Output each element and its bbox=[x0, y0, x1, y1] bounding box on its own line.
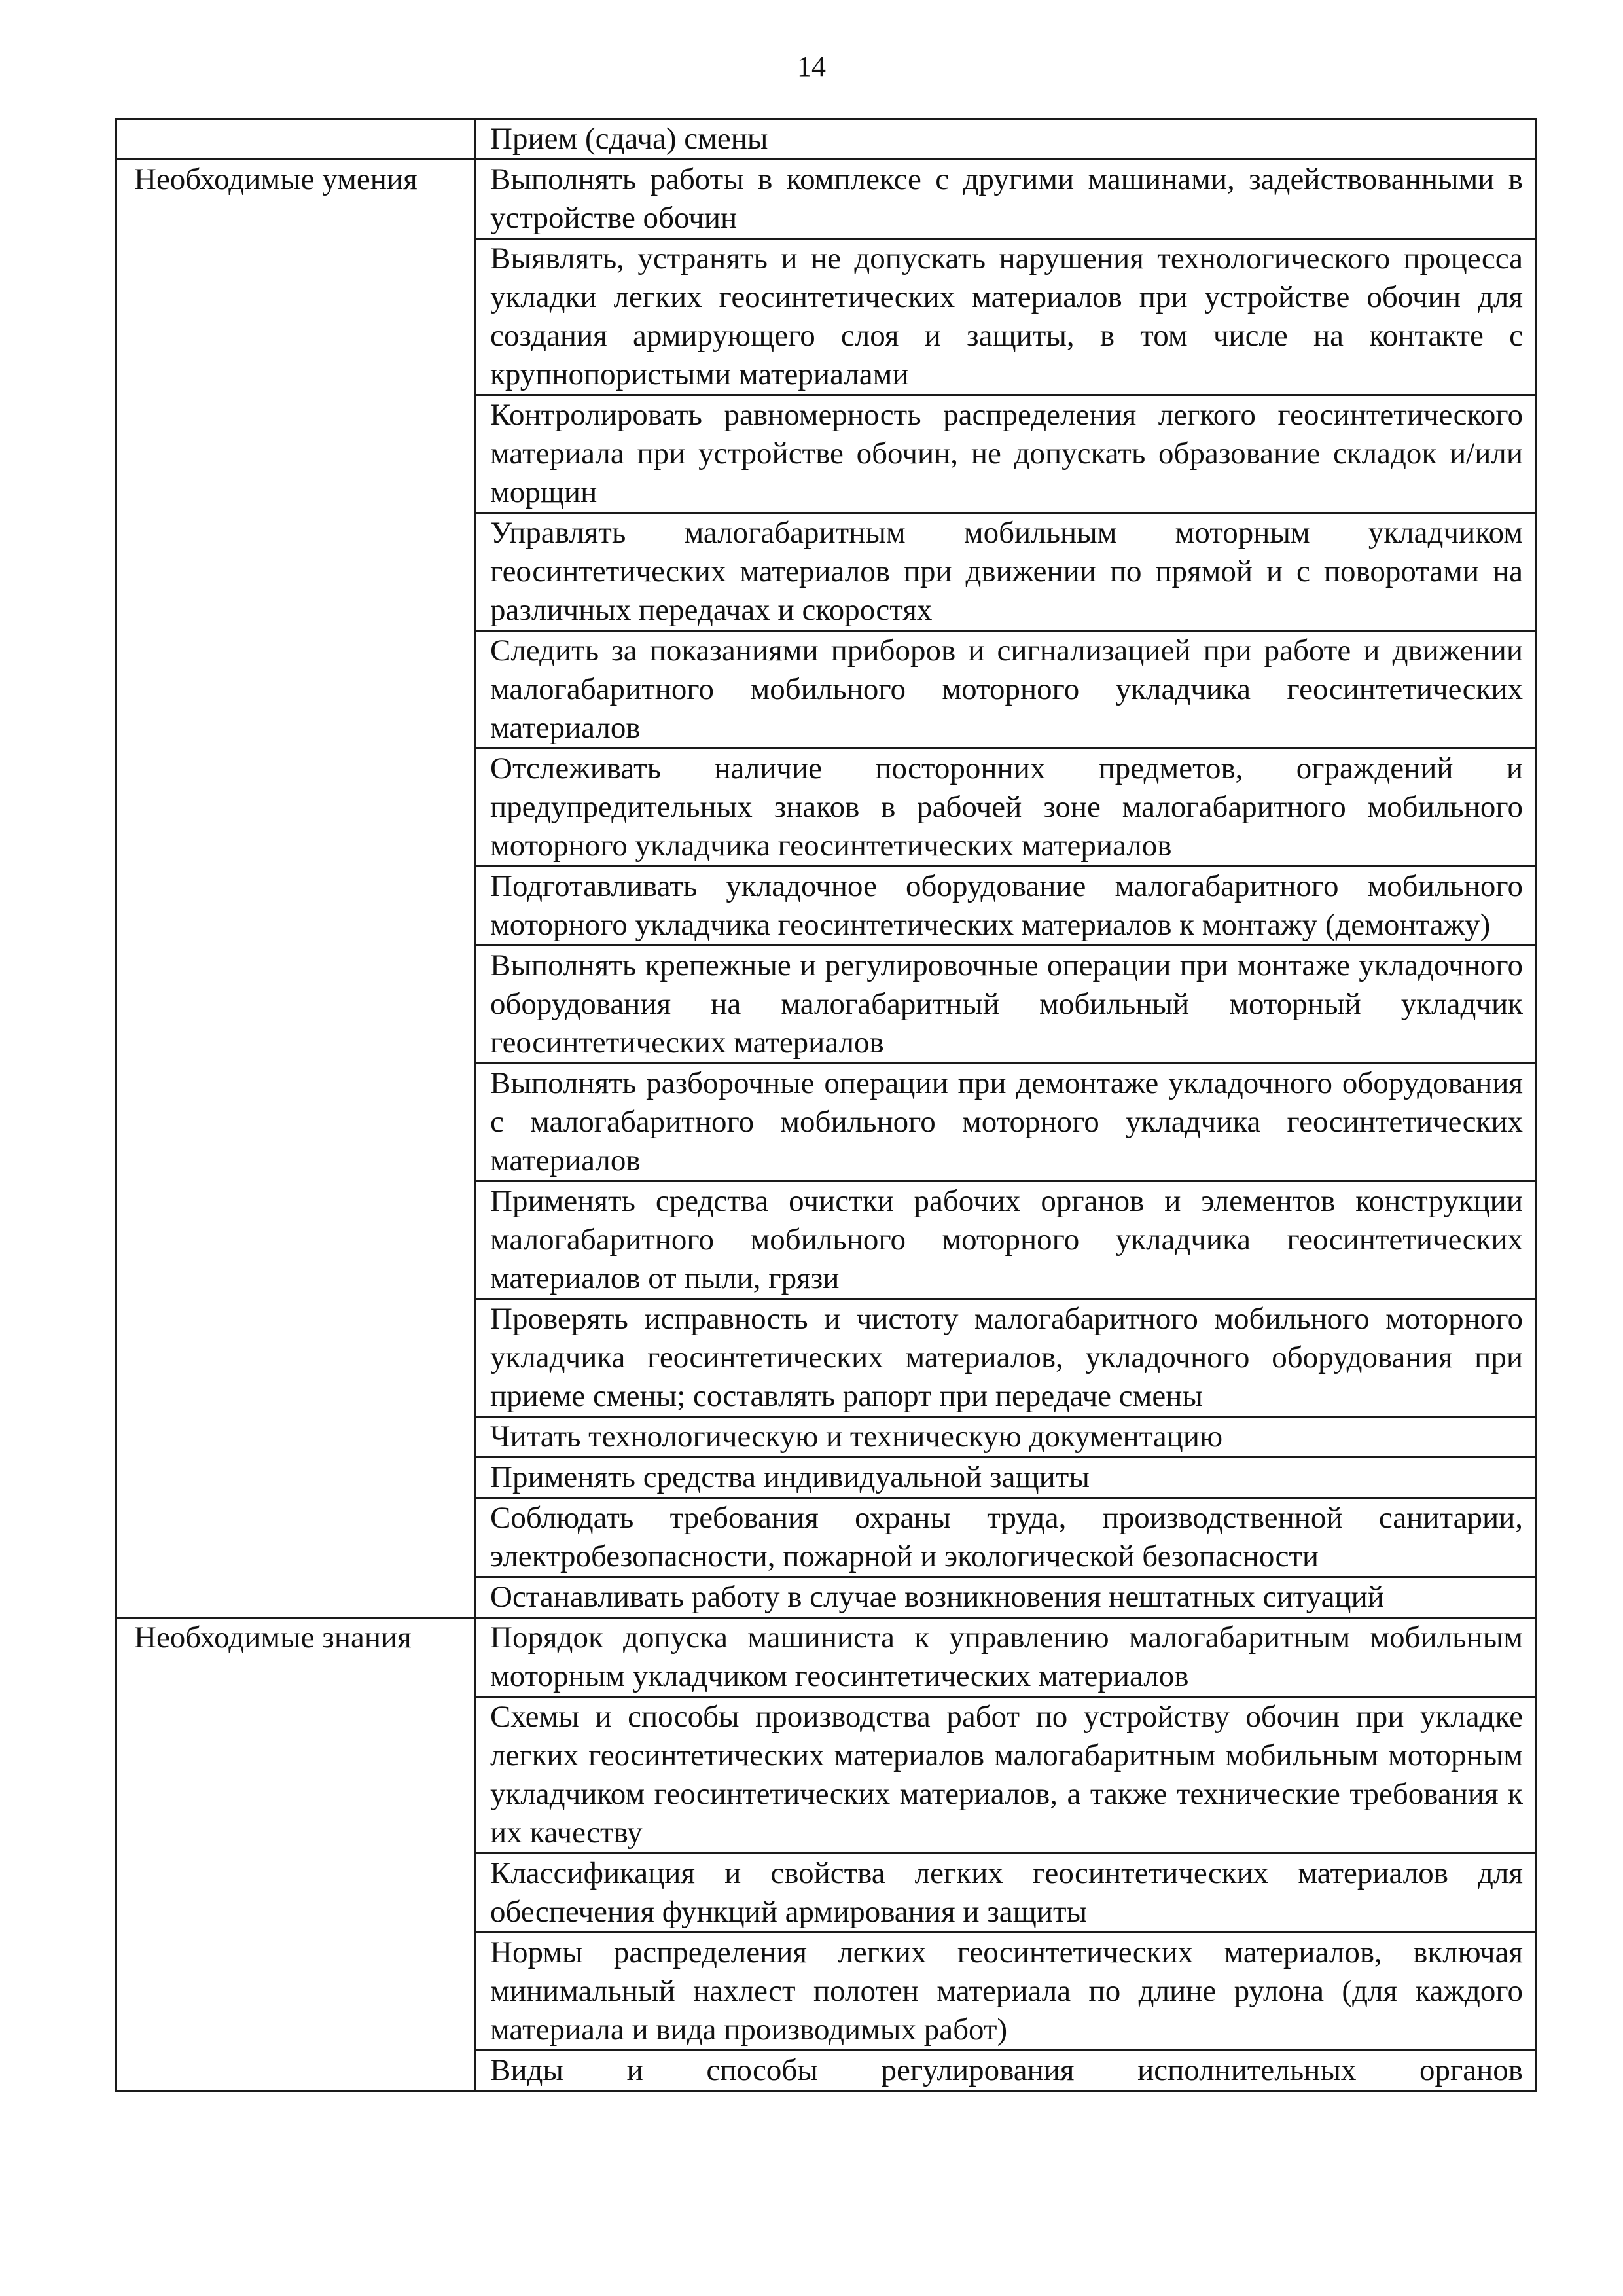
table-row bbox=[116, 1618, 1536, 1697]
table-row bbox=[116, 239, 1536, 395]
row-label bbox=[116, 1417, 475, 1458]
row-text: Прием (сдача) смены bbox=[475, 119, 1536, 160]
table-row bbox=[116, 119, 1536, 160]
row-text: Управлять малогабаритным мобильным моторным укладчиком геосинтетических материалов при движении по прямой и с поворотами на различных передачах и скоростях bbox=[475, 513, 1536, 631]
row-text: Выполнять разборочные операции при демонтаже укладочного оборудования с малогабаритного мобильного моторного укладчика геосинтетических материалов bbox=[475, 1064, 1536, 1181]
table-row bbox=[116, 1181, 1536, 1299]
row-label bbox=[116, 1577, 475, 1618]
table-row bbox=[116, 631, 1536, 749]
row-label bbox=[116, 513, 475, 631]
row-label bbox=[116, 1498, 475, 1577]
row-text: Применять средства очистки рабочих органов и элементов конструкции малогабаритного мобильного моторного укладчика геосинтетических материалов от пыли, грязи bbox=[475, 1181, 1536, 1299]
row-text: Выявлять, устранять и не допускать нарушения технологического процесса укладки легких геосинтетических материалов при устройстве обочин для создания армирующего слоя и защиты, в том числе на контакте с крупнопористыми материалами bbox=[475, 239, 1536, 395]
row-label bbox=[116, 867, 475, 946]
row-text: Выполнять крепежные и регулировочные операции при монтаже укладочного оборудования на малогабаритный мобильный моторный укладчик геосинтетических материалов bbox=[475, 946, 1536, 1064]
row-text: Классификация и свойства легких геосинтетических материалов для обеспечения функций армирования и защиты bbox=[475, 1854, 1536, 1933]
table-row bbox=[116, 749, 1536, 867]
row-text: Проверять исправность и чистоту малогабаритного мобильного моторного укладчика геосинтетических материалов, укладочного оборудования при приеме смены; составлять рапорт при передаче смены bbox=[475, 1299, 1536, 1417]
row-text: Схемы и способы производства работ по устройству обочин при укладке легких геосинтетических материалов малогабаритным мобильным моторным укладчиком геосинтетических материалов, а также технические требования к их качеству bbox=[475, 1697, 1536, 1854]
row-text: Порядок допуска машиниста к управлению малогабаритным мобильным моторным укладчиком геосинтетических материалов bbox=[475, 1618, 1536, 1697]
section-label-knowledge: Необходимые знания bbox=[116, 1618, 475, 1697]
row-text: Применять средства индивидуальной защиты bbox=[475, 1458, 1536, 1498]
page-number: 14 bbox=[797, 50, 826, 82]
table-row bbox=[116, 1064, 1536, 1181]
row-label bbox=[116, 946, 475, 1064]
table-row bbox=[116, 946, 1536, 1064]
table-row bbox=[116, 1458, 1536, 1498]
table-row bbox=[116, 2051, 1536, 2091]
section-label-skills: Необходимые умения bbox=[116, 160, 475, 239]
table-row bbox=[116, 513, 1536, 631]
table-row bbox=[116, 1697, 1536, 1854]
row-text: Соблюдать требования охраны труда, производственной санитарии, электробезопасности, пожарной и экологической безопасности bbox=[475, 1498, 1536, 1577]
table-row bbox=[116, 395, 1536, 513]
table-row bbox=[116, 1299, 1536, 1417]
row-text: Отслеживать наличие посторонних предметов, ограждений и предупредительных знаков в рабочей зоне малогабаритного мобильного моторного укладчика геосинтетических материалов bbox=[475, 749, 1536, 867]
table-row bbox=[116, 1498, 1536, 1577]
table-row bbox=[116, 1933, 1536, 2051]
row-text: Подготавливать укладочное оборудование малогабаритного мобильного моторного укладчика геосинтетических материалов к монтажу (демонтажу) bbox=[475, 867, 1536, 946]
row-label bbox=[116, 1458, 475, 1498]
table-row bbox=[116, 1417, 1536, 1458]
table-row bbox=[116, 160, 1536, 239]
table-row bbox=[116, 1577, 1536, 1618]
competency-table bbox=[115, 118, 1537, 2092]
row-text: Нормы распределения легких геосинтетических материалов, включая минимальный нахлест полотен материала по длине рулона (для каждого материала и вида производимых работ) bbox=[475, 1933, 1536, 2051]
row-text: Виды и способы регулирования исполнительных органов bbox=[475, 2051, 1536, 2091]
table-row bbox=[116, 1854, 1536, 1933]
row-text: Читать технологическую и техническую документацию bbox=[475, 1417, 1536, 1458]
row-label bbox=[116, 2051, 475, 2091]
row-label bbox=[116, 1697, 475, 1854]
row-text: Останавливать работу в случае возникновения нештатных ситуаций bbox=[475, 1577, 1536, 1618]
row-label bbox=[116, 1933, 475, 2051]
row-label bbox=[116, 631, 475, 749]
row-label bbox=[116, 1181, 475, 1299]
row-label bbox=[116, 1299, 475, 1417]
row-text: Следить за показаниями приборов и сигнализацией при работе и движении малогабаритного мобильного моторного укладчика геосинтетических материалов bbox=[475, 631, 1536, 749]
row-label bbox=[116, 1064, 475, 1181]
row-label bbox=[116, 1854, 475, 1933]
row-text: Выполнять работы в комплексе с другими машинами, задействованными в устройстве обочин bbox=[475, 160, 1536, 239]
row-label bbox=[116, 395, 475, 513]
row-label bbox=[116, 239, 475, 395]
row-text: Контролировать равномерность распределения легкого геосинтетического материала при устройстве обочин, не допускать образование складок и/или морщин bbox=[475, 395, 1536, 513]
table-row bbox=[116, 867, 1536, 946]
row-label bbox=[116, 119, 475, 160]
row-label bbox=[116, 749, 475, 867]
